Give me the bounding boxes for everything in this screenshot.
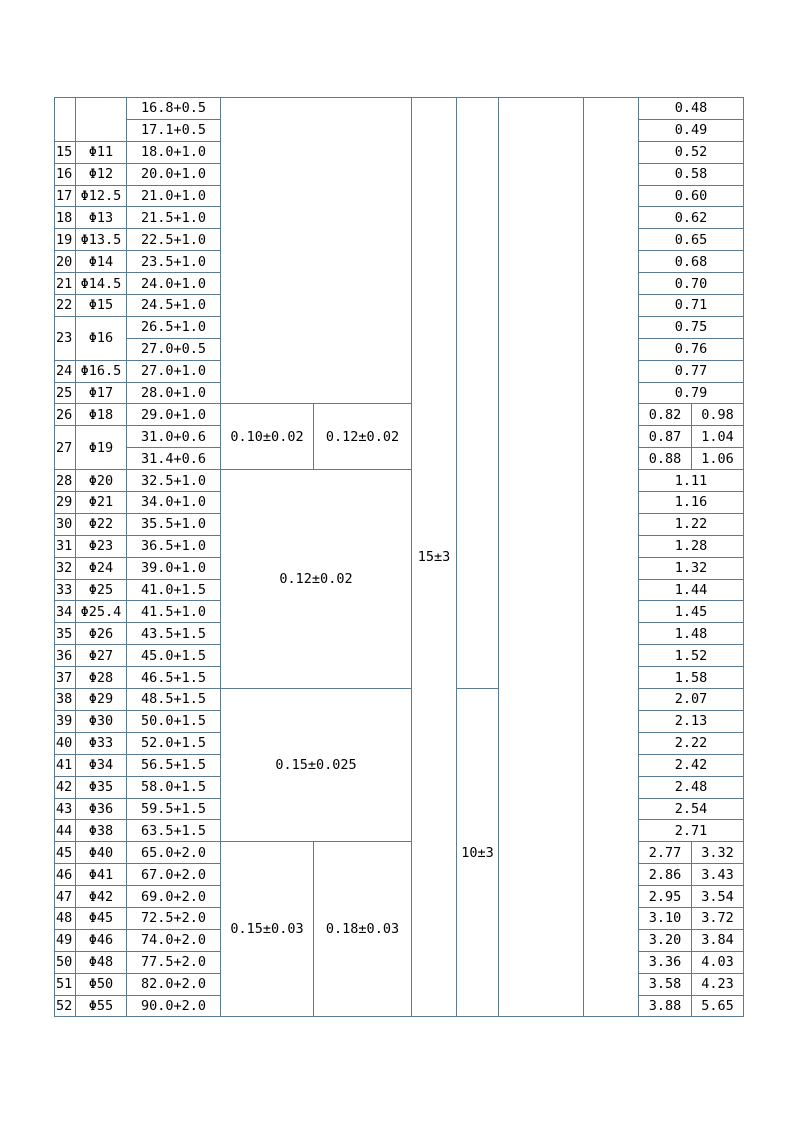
row-number-cell: 52 <box>55 995 76 1017</box>
weight-2-cell: 4.03 <box>692 951 744 973</box>
size-cell: 34.0+1.0 <box>127 492 221 514</box>
weight-cell: 0.62 <box>639 207 744 229</box>
size-cell: 74.0+2.0 <box>127 929 221 951</box>
diameter-cell: Φ25.4 <box>76 601 127 623</box>
weight-2-cell: 0.98 <box>692 404 744 426</box>
diameter-cell: Φ34 <box>76 754 127 776</box>
row-number-cell: 30 <box>55 513 76 535</box>
weight-2-cell: 4.23 <box>692 973 744 995</box>
row-number-cell: 27 <box>55 426 76 470</box>
weight-cell: 0.76 <box>639 338 744 360</box>
size-cell: 21.0+1.0 <box>127 185 221 207</box>
diameter-cell: Φ38 <box>76 820 127 842</box>
row-number-cell: 34 <box>55 601 76 623</box>
size-cell: 46.5+1.5 <box>127 667 221 689</box>
weight-cell: 1.32 <box>639 557 744 579</box>
size-cell: 29.0+1.0 <box>127 404 221 426</box>
size-cell: 18.0+1.0 <box>127 141 221 163</box>
size-cell: 45.0+1.5 <box>127 645 221 667</box>
row-number-cell: 46 <box>55 864 76 886</box>
weight-cell: 2.42 <box>639 754 744 776</box>
row-number-cell: 45 <box>55 842 76 864</box>
row-number-cell: 15 <box>55 141 76 163</box>
diameter-cell: Φ16 <box>76 316 127 360</box>
size-cell: 41.0+1.5 <box>127 579 221 601</box>
size-cell: 24.5+1.0 <box>127 295 221 317</box>
diameter-cell: Φ55 <box>76 995 127 1017</box>
diameter-cell: Φ46 <box>76 929 127 951</box>
weight-cell: 0.70 <box>639 273 744 295</box>
row-number-cell: 29 <box>55 492 76 514</box>
size-cell: 63.5+1.5 <box>127 820 221 842</box>
weight-2-cell: 3.84 <box>692 929 744 951</box>
size-cell: 20.0+1.0 <box>127 163 221 185</box>
diameter-cell: Φ17 <box>76 382 127 404</box>
row-number-cell: 39 <box>55 710 76 732</box>
weight-1-cell: 0.88 <box>639 448 692 470</box>
row-number-cell: 49 <box>55 929 76 951</box>
row-number-cell: 38 <box>55 689 76 711</box>
table-row <box>55 689 744 711</box>
table-row <box>55 470 744 492</box>
weight-cell: 1.44 <box>639 579 744 601</box>
weight-cell: 0.68 <box>639 251 744 273</box>
blank-column-cell <box>584 98 639 1017</box>
size-cell: 56.5+1.5 <box>127 754 221 776</box>
diameter-cell: Φ16.5 <box>76 360 127 382</box>
thickness-b-cell: 0.18±0.03 <box>314 842 412 1017</box>
row-number-cell: 48 <box>55 907 76 929</box>
row-number-cell: 25 <box>55 382 76 404</box>
size-cell: 59.5+1.5 <box>127 798 221 820</box>
diameter-cell: Φ23 <box>76 535 127 557</box>
weight-cell: 2.22 <box>639 732 744 754</box>
size-cell: 23.5+1.0 <box>127 251 221 273</box>
weight-1-cell: 3.20 <box>639 929 692 951</box>
weight-cell: 2.71 <box>639 820 744 842</box>
weight-cell: 2.48 <box>639 776 744 798</box>
weight-2-cell: 3.54 <box>692 886 744 908</box>
weight-cell: 0.52 <box>639 141 744 163</box>
diameter-cell: Φ15 <box>76 295 127 317</box>
diameter-cell: Φ48 <box>76 951 127 973</box>
size-cell: 22.5+1.0 <box>127 229 221 251</box>
size-cell: 26.5+1.0 <box>127 316 221 338</box>
weight-1-cell: 2.95 <box>639 886 692 908</box>
size-cell: 39.0+1.0 <box>127 557 221 579</box>
tolerance-h-cell-top <box>457 98 499 689</box>
size-cell: 28.0+1.0 <box>127 382 221 404</box>
diameter-cell: Φ14 <box>76 251 127 273</box>
row-number-cell: 37 <box>55 667 76 689</box>
size-cell: 65.0+2.0 <box>127 842 221 864</box>
blank-column-cell <box>499 98 584 1017</box>
size-cell: 72.5+2.0 <box>127 907 221 929</box>
table-row <box>55 842 744 864</box>
size-cell: 27.0+0.5 <box>127 338 221 360</box>
thickness-a-cell: 0.15±0.03 <box>221 842 314 1017</box>
weight-cell: 1.28 <box>639 535 744 557</box>
diameter-cell: Φ41 <box>76 864 127 886</box>
weight-2-cell: 3.72 <box>692 907 744 929</box>
row-number-cell: 19 <box>55 229 76 251</box>
diameter-cell: Φ25 <box>76 579 127 601</box>
spec-table <box>54 97 744 1017</box>
diameter-cell <box>76 98 127 142</box>
size-cell: 27.0+1.0 <box>127 360 221 382</box>
size-cell: 90.0+2.0 <box>127 995 221 1017</box>
size-cell: 77.5+2.0 <box>127 951 221 973</box>
weight-1-cell: 0.82 <box>639 404 692 426</box>
weight-cell: 2.54 <box>639 798 744 820</box>
diameter-cell: Φ22 <box>76 513 127 535</box>
weight-cell: 1.58 <box>639 667 744 689</box>
thickness-cell-empty <box>221 98 412 404</box>
diameter-cell: Φ19 <box>76 426 127 470</box>
row-number-cell: 21 <box>55 273 76 295</box>
weight-2-cell: 3.32 <box>692 842 744 864</box>
size-cell: 17.1+0.5 <box>127 119 221 141</box>
weight-cell: 0.48 <box>639 98 744 120</box>
diameter-cell: Φ40 <box>76 842 127 864</box>
row-number-cell: 28 <box>55 470 76 492</box>
row-number-cell: 41 <box>55 754 76 776</box>
size-cell: 21.5+1.0 <box>127 207 221 229</box>
diameter-cell: Φ35 <box>76 776 127 798</box>
row-number-cell: 17 <box>55 185 76 207</box>
row-number-cell: 16 <box>55 163 76 185</box>
weight-cell: 0.71 <box>639 295 744 317</box>
row-number-cell: 20 <box>55 251 76 273</box>
size-cell: 43.5+1.5 <box>127 623 221 645</box>
weight-1-cell: 3.10 <box>639 907 692 929</box>
weight-cell: 1.52 <box>639 645 744 667</box>
weight-2-cell: 5.65 <box>692 995 744 1017</box>
size-cell: 67.0+2.0 <box>127 864 221 886</box>
row-number-cell: 26 <box>55 404 76 426</box>
weight-cell: 1.22 <box>639 513 744 535</box>
table-body <box>55 98 744 1017</box>
thickness-b-cell: 0.12±0.02 <box>314 404 412 470</box>
row-number-cell: 36 <box>55 645 76 667</box>
row-number-cell: 24 <box>55 360 76 382</box>
size-cell: 31.4+0.6 <box>127 448 221 470</box>
row-number-cell: 31 <box>55 535 76 557</box>
row-number-cell: 43 <box>55 798 76 820</box>
weight-cell: 2.13 <box>639 710 744 732</box>
row-number-cell: 51 <box>55 973 76 995</box>
diameter-cell: Φ26 <box>76 623 127 645</box>
diameter-cell: Φ50 <box>76 973 127 995</box>
size-cell: 35.5+1.0 <box>127 513 221 535</box>
diameter-cell: Φ13.5 <box>76 229 127 251</box>
thickness-cell: 0.12±0.02 <box>221 470 412 689</box>
weight-cell: 1.16 <box>639 492 744 514</box>
diameter-cell: Φ36 <box>76 798 127 820</box>
size-cell: 16.8+0.5 <box>127 98 221 120</box>
size-cell: 69.0+2.0 <box>127 886 221 908</box>
weight-cell: 0.60 <box>639 185 744 207</box>
row-number-cell: 23 <box>55 316 76 360</box>
diameter-cell: Φ29 <box>76 689 127 711</box>
table-row <box>55 98 744 120</box>
weight-cell: 0.65 <box>639 229 744 251</box>
row-number-cell: 22 <box>55 295 76 317</box>
table-row <box>55 404 744 426</box>
diameter-cell: Φ11 <box>76 141 127 163</box>
size-cell: 50.0+1.5 <box>127 710 221 732</box>
size-cell: 41.5+1.0 <box>127 601 221 623</box>
weight-2-cell: 1.04 <box>692 426 744 448</box>
tolerance-h-cell: 10±3 <box>457 689 499 1017</box>
row-number-cell: 40 <box>55 732 76 754</box>
diameter-cell: Φ21 <box>76 492 127 514</box>
weight-cell: 0.77 <box>639 360 744 382</box>
row-number-cell: 50 <box>55 951 76 973</box>
row-number-cell: 33 <box>55 579 76 601</box>
diameter-cell: Φ13 <box>76 207 127 229</box>
weight-cell: 0.75 <box>639 316 744 338</box>
row-number-cell: 32 <box>55 557 76 579</box>
row-number-cell: 42 <box>55 776 76 798</box>
weight-1-cell: 3.58 <box>639 973 692 995</box>
weight-cell: 0.58 <box>639 163 744 185</box>
size-cell: 48.5+1.5 <box>127 689 221 711</box>
row-number-cell: 47 <box>55 886 76 908</box>
size-cell: 82.0+2.0 <box>127 973 221 995</box>
weight-1-cell: 2.86 <box>639 864 692 886</box>
size-cell: 24.0+1.0 <box>127 273 221 295</box>
weight-2-cell: 1.06 <box>692 448 744 470</box>
diameter-cell: Φ24 <box>76 557 127 579</box>
diameter-cell: Φ14.5 <box>76 273 127 295</box>
diameter-cell: Φ42 <box>76 886 127 908</box>
weight-cell: 2.07 <box>639 689 744 711</box>
weight-cell: 1.11 <box>639 470 744 492</box>
tolerance-g-cell: 15±3 <box>412 98 457 1017</box>
size-cell: 36.5+1.0 <box>127 535 221 557</box>
diameter-cell: Φ12.5 <box>76 185 127 207</box>
weight-cell: 1.48 <box>639 623 744 645</box>
weight-cell: 0.79 <box>639 382 744 404</box>
weight-1-cell: 3.36 <box>639 951 692 973</box>
thickness-a-cell: 0.10±0.02 <box>221 404 314 470</box>
size-cell: 32.5+1.0 <box>127 470 221 492</box>
diameter-cell: Φ30 <box>76 710 127 732</box>
diameter-cell: Φ27 <box>76 645 127 667</box>
row-number-cell <box>55 98 76 142</box>
weight-cell: 0.49 <box>639 119 744 141</box>
row-number-cell: 35 <box>55 623 76 645</box>
diameter-cell: Φ12 <box>76 163 127 185</box>
diameter-cell: Φ45 <box>76 907 127 929</box>
row-number-cell: 18 <box>55 207 76 229</box>
weight-1-cell: 3.88 <box>639 995 692 1017</box>
diameter-cell: Φ20 <box>76 470 127 492</box>
diameter-cell: Φ28 <box>76 667 127 689</box>
weight-1-cell: 0.87 <box>639 426 692 448</box>
diameter-cell: Φ18 <box>76 404 127 426</box>
weight-cell: 1.45 <box>639 601 744 623</box>
weight-2-cell: 3.43 <box>692 864 744 886</box>
weight-1-cell: 2.77 <box>639 842 692 864</box>
row-number-cell: 44 <box>55 820 76 842</box>
thickness-cell: 0.15±0.025 <box>221 689 412 842</box>
size-cell: 31.0+0.6 <box>127 426 221 448</box>
diameter-cell: Φ33 <box>76 732 127 754</box>
size-cell: 58.0+1.5 <box>127 776 221 798</box>
size-cell: 52.0+1.5 <box>127 732 221 754</box>
